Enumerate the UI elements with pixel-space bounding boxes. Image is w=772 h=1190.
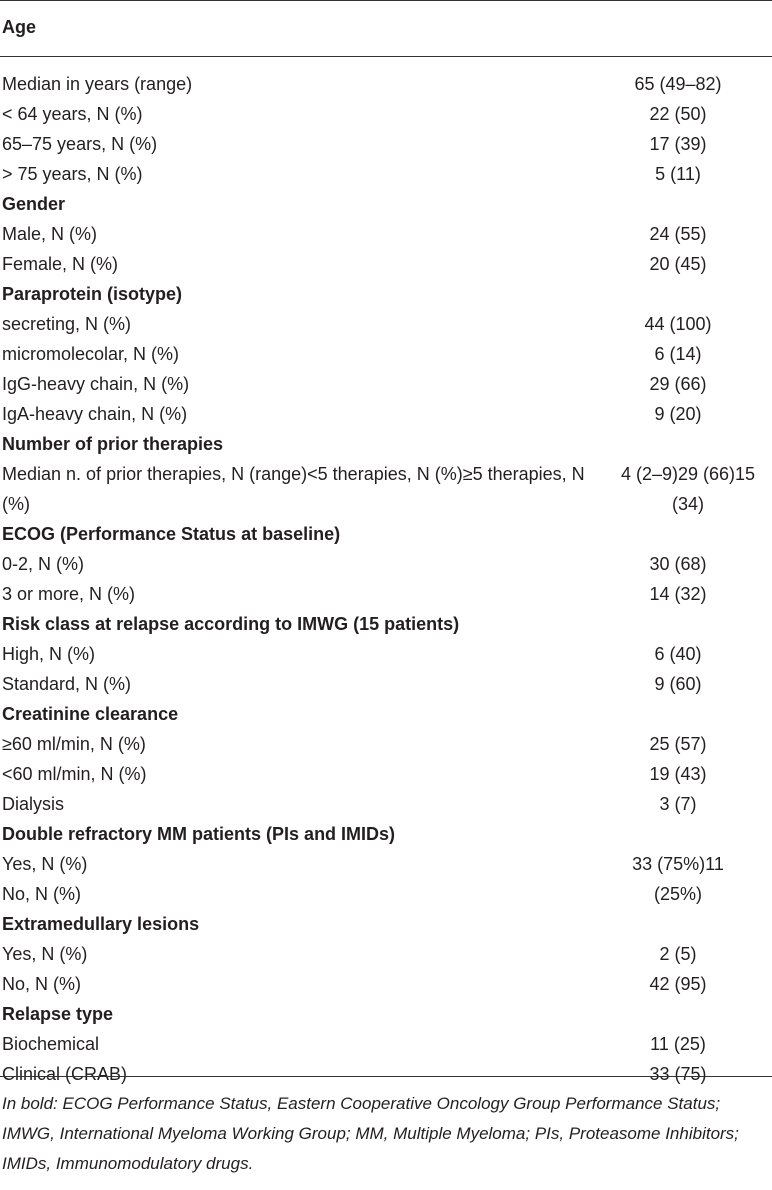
table-header-age: Age — [2, 17, 37, 37]
section-label: Extramedullary lesions — [2, 914, 200, 934]
table-row — [0, 399, 772, 429]
row-label: secreting, N (%) — [2, 314, 132, 334]
row-value: 24 (55) — [649, 224, 707, 244]
section-label: ECOG (Performance Status at baseline) — [2, 524, 341, 544]
table-header-rule — [0, 56, 772, 57]
section-heading-extramedullary — [0, 909, 772, 939]
row-value: 25 (57) — [649, 734, 707, 754]
row-value: 42 (95) — [649, 974, 707, 994]
row-value: 29 (66) — [649, 374, 707, 394]
row-label: < 64 years, N (%) — [2, 104, 143, 124]
row-label: Median in years (range) — [2, 74, 193, 94]
row-value: 3 (7) — [659, 794, 697, 814]
row-label: IgG-heavy chain, N (%) — [2, 374, 190, 394]
row-label: Standard, N (%) — [2, 674, 132, 694]
section-label: Creatinine clearance — [2, 704, 179, 724]
row-value: 33 (75) — [649, 1064, 707, 1084]
table-row — [0, 849, 772, 879]
row-label: 3 or more, N (%) — [2, 584, 136, 604]
row-value: 4 (2–9)29 (66)15 (34) — [620, 464, 756, 514]
section-heading-creatinine — [0, 699, 772, 729]
table-row — [0, 549, 772, 579]
row-label: micromolecolar, N (%) — [2, 344, 180, 364]
row-label: No, N (%) — [2, 974, 82, 994]
section-heading-relapse-type — [0, 999, 772, 1029]
table-row — [0, 159, 772, 189]
section-label: Relapse type — [2, 1004, 114, 1024]
section-label: Double refractory MM patients (PIs and IMIDs) — [2, 824, 396, 844]
table-row — [0, 459, 772, 519]
row-value: 6 (40) — [654, 644, 702, 664]
table-row — [0, 219, 772, 249]
section-heading-risk-class — [0, 609, 772, 639]
section-heading-paraprotein — [0, 279, 772, 309]
row-label: No, N (%) — [2, 884, 82, 904]
table-row — [0, 1059, 772, 1089]
table-row — [0, 99, 772, 129]
section-heading-double-refractory — [0, 819, 772, 849]
row-label: Median n. of prior therapies, N (range)<5 therapies, N (%)≥5 therapies, N (%) — [2, 464, 585, 514]
row-label: Dialysis — [2, 794, 65, 814]
section-label: Number of prior therapies — [2, 434, 224, 454]
table-row — [0, 969, 772, 999]
row-label: Biochemical — [2, 1034, 100, 1054]
table-row — [0, 789, 772, 819]
table-row — [0, 939, 772, 969]
row-label: 0-2, N (%) — [2, 554, 85, 574]
table-row — [0, 879, 772, 909]
row-value: 9 (60) — [654, 674, 702, 694]
row-value: 33 (75%)11 — [632, 854, 724, 874]
row-label: <60 ml/min, N (%) — [2, 764, 147, 784]
table-row — [0, 579, 772, 609]
section-label: Paraprotein (isotype) — [2, 284, 183, 304]
row-label: High, N (%) — [2, 644, 96, 664]
row-value: 19 (43) — [649, 764, 707, 784]
table-footnote: In bold: ECOG Performance Status, Eastern Cooperative Oncology Group Performance Status; IMWG, International Myeloma Working Group; MM, Multiple Myeloma; PIs, Proteasome Inhibitors; IMIDs, Immunomodulatory drugs. — [2, 1094, 739, 1173]
row-label: 65–75 years, N (%) — [2, 134, 158, 154]
row-value: 11 (25) — [650, 1034, 706, 1054]
table-row — [0, 339, 772, 369]
row-label: Clinical (CRAB) — [2, 1064, 128, 1084]
table-row — [0, 69, 772, 99]
section-heading-ecog — [0, 519, 772, 549]
row-label: > 75 years, N (%) — [2, 164, 143, 184]
section-label: Risk class at relapse according to IMWG (15 patients) — [2, 614, 460, 634]
row-value: 9 (20) — [654, 404, 702, 424]
row-value: 5 (11) — [655, 164, 701, 184]
row-value: 20 (45) — [649, 254, 707, 274]
table-row — [0, 639, 772, 669]
row-label: ≥60 ml/min, N (%) — [2, 734, 146, 754]
section-label: Gender — [2, 194, 66, 214]
row-value: 22 (50) — [649, 104, 707, 124]
row-label: Male, N (%) — [2, 224, 98, 244]
table-row — [0, 309, 772, 339]
row-value: 6 (14) — [654, 344, 702, 364]
row-value: 44 (100) — [644, 314, 712, 334]
row-label: IgA-heavy chain, N (%) — [2, 404, 188, 424]
row-value: (25%) — [653, 884, 702, 904]
row-value: 65 (49–82) — [634, 74, 722, 94]
row-label: Female, N (%) — [2, 254, 119, 274]
table-row — [0, 129, 772, 159]
section-heading-prior-therapies — [0, 429, 772, 459]
row-label: Yes, N (%) — [2, 944, 88, 964]
table-top-rule — [0, 0, 772, 1]
table-row — [0, 249, 772, 279]
row-value: 14 (32) — [649, 584, 707, 604]
section-heading-gender — [0, 189, 772, 219]
table-row — [0, 759, 772, 789]
table-row — [0, 1029, 772, 1059]
row-value: 17 (39) — [649, 134, 707, 154]
table-bottom-rule — [0, 1076, 772, 1077]
table-row — [0, 369, 772, 399]
table-body — [0, 69, 772, 1089]
row-value: 30 (68) — [649, 554, 707, 574]
table-row — [0, 729, 772, 759]
table-row — [0, 669, 772, 699]
row-value: 2 (5) — [659, 944, 697, 964]
row-label: Yes, N (%) — [2, 854, 88, 874]
